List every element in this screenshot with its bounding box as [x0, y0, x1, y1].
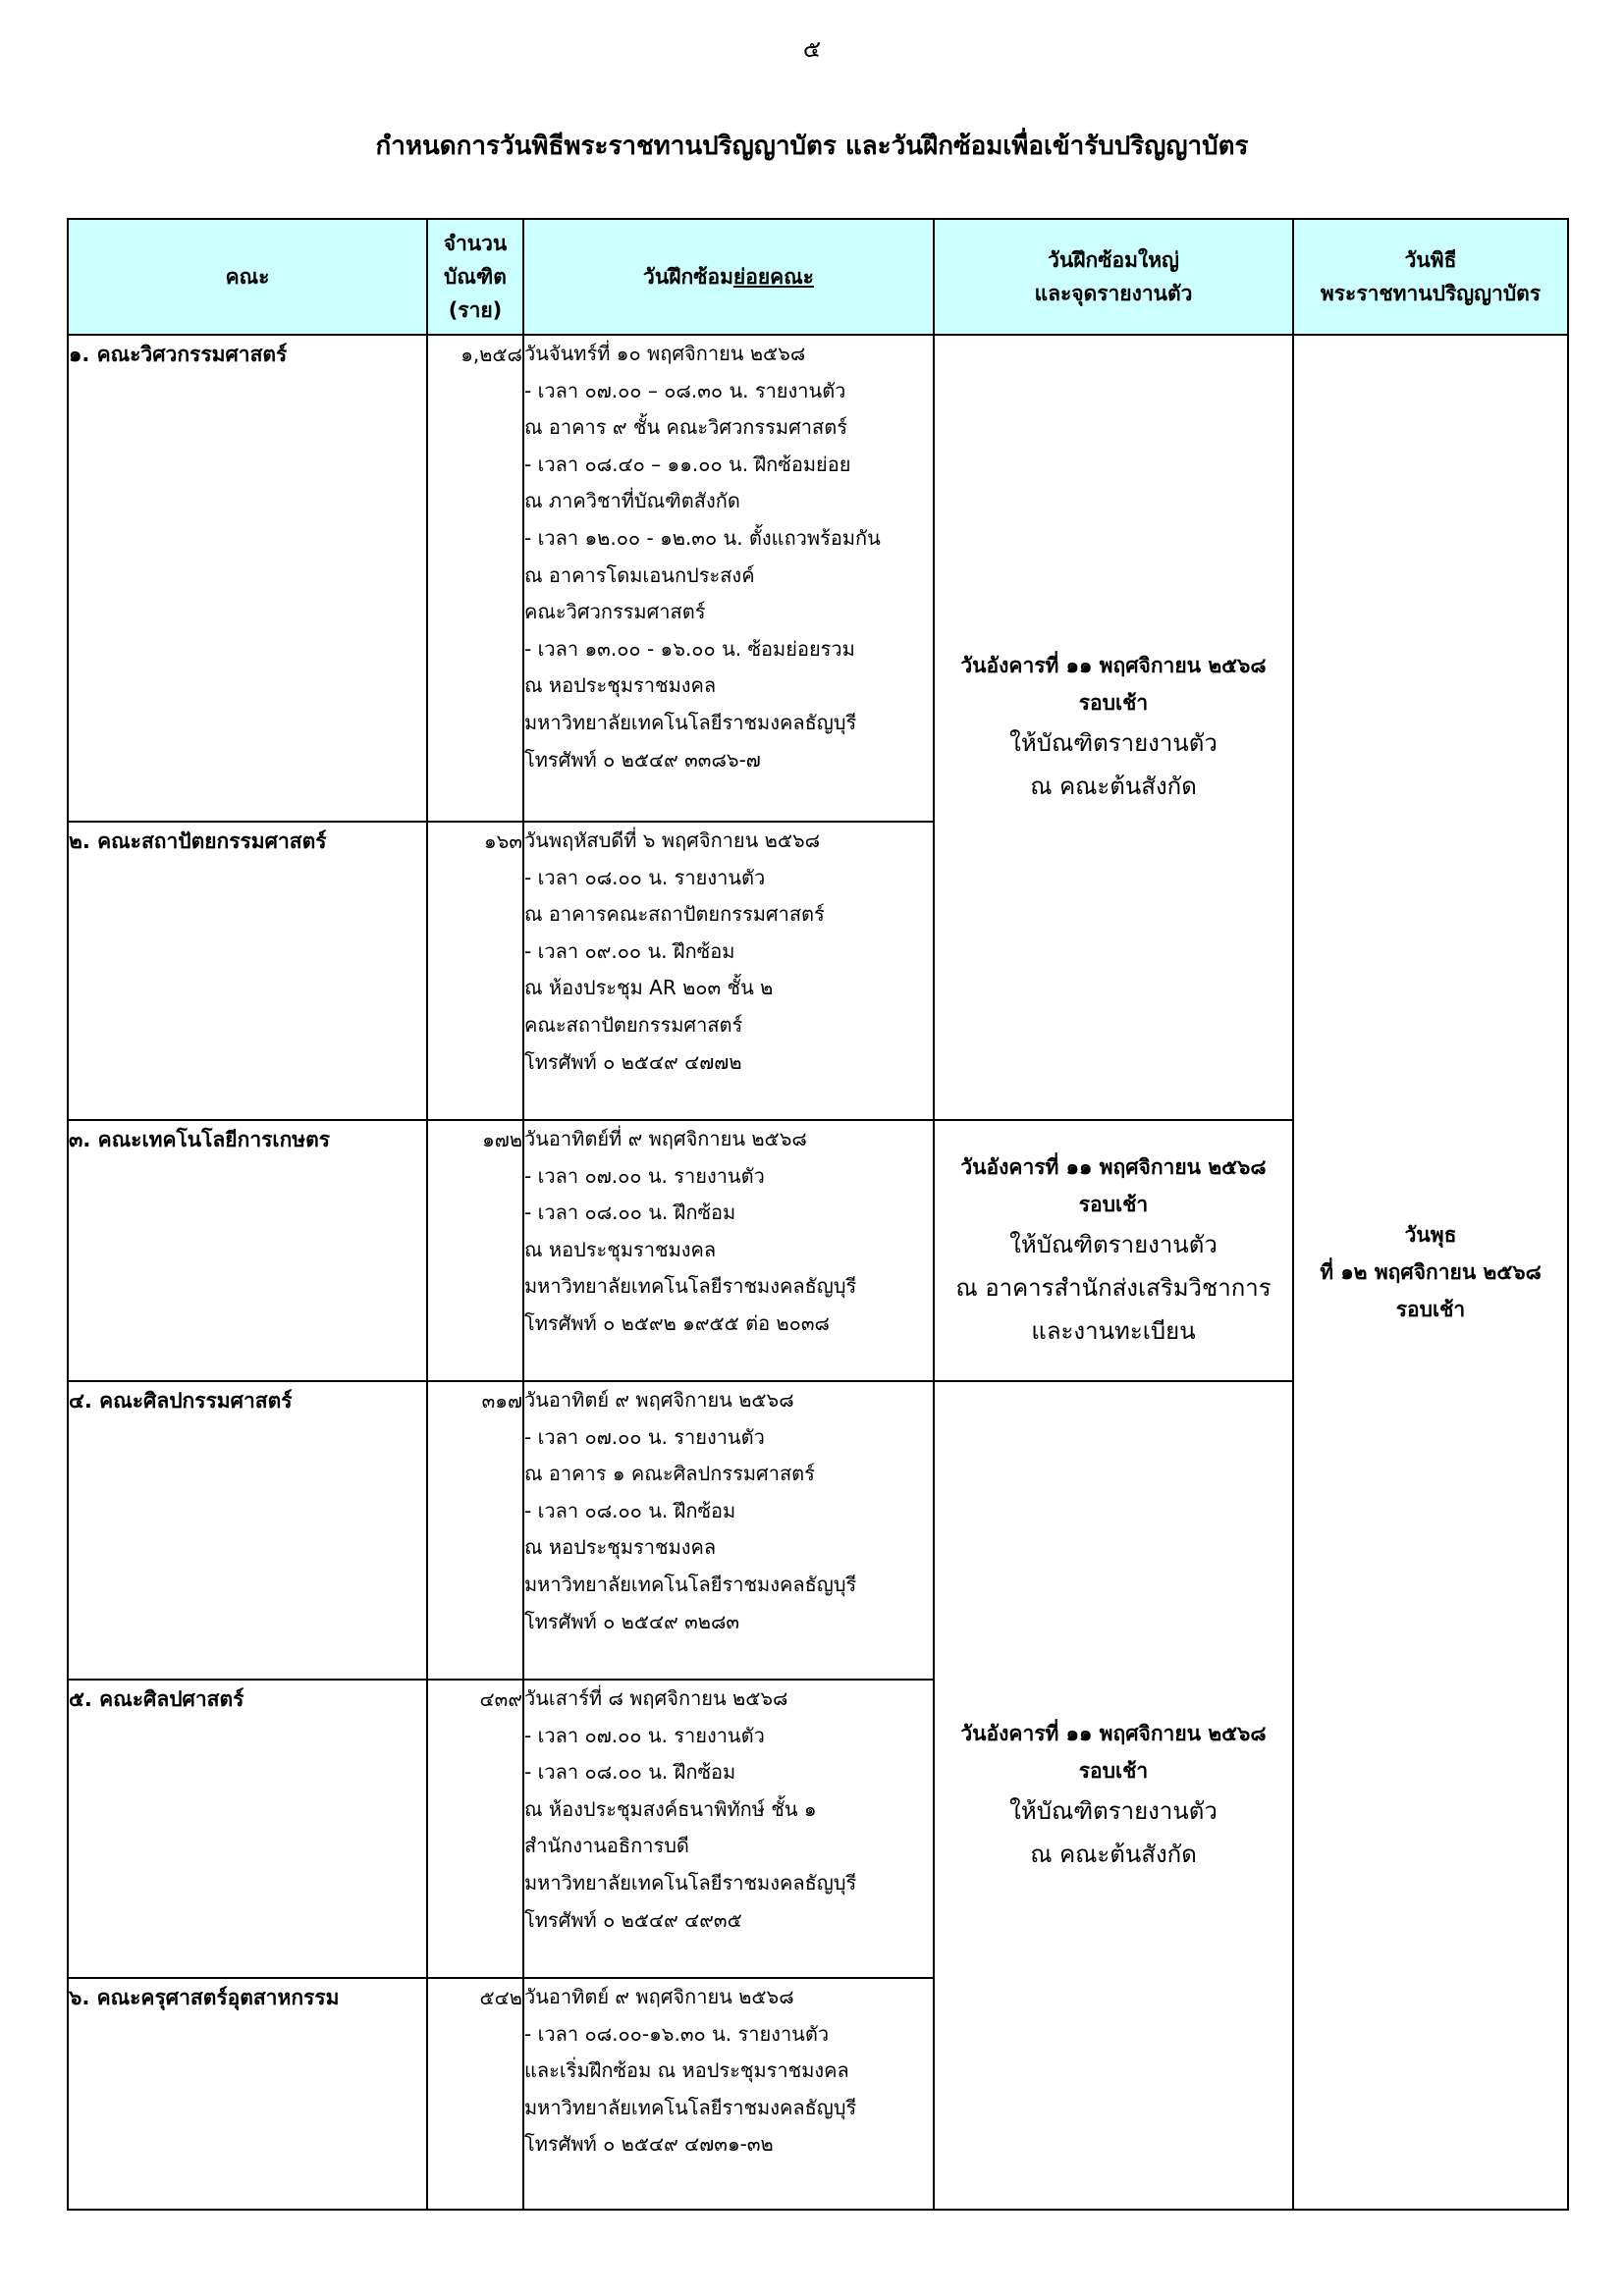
sub-rehearsal-details [523, 1381, 934, 1680]
main-rehearsal-date: วันอังคารที่ ๑๑ พฤศจิกายน ๒๕๖๘ [960, 1155, 1267, 1179]
header-count-line: (ราย) [448, 298, 503, 322]
main-rehearsal-round: รอบเช้า [1078, 1193, 1149, 1216]
graduate-count: ๑๗๒ [427, 1120, 523, 1381]
sub-detail-line: ณ ห้องประชุม AR ๒๐๓ ชั้น ๒ [524, 976, 774, 1000]
sub-detail-line: คณะสถาปัตยกรรมศาสตร์ [524, 1012, 743, 1037]
sub-detail-line: ณ อาคาร ๙ ชั้น คณะวิศวกรรมศาสตร์ [524, 415, 847, 440]
header-sub-rehearsal [523, 219, 934, 335]
sub-detail-line: วันพฤหัสบดีที่ ๖ พฤศจิกายน ๒๕๖๘ [524, 828, 821, 852]
sub-detail-line: มหาวิทยาลัยเทคโนโลยีราชมงคลธัญบุรี [524, 1870, 857, 1895]
main-rehearsal-note: และงานทะเบียน [1031, 1317, 1196, 1345]
header-sub-underlined: ย่อยคณะ [732, 265, 814, 289]
sub-detail-line: - เวลา ๐๙.๐๐ น. ฝึกซ้อม [524, 938, 735, 963]
sub-detail-line: โทรศัพท์ ๐ ๒๕๔๙ ๔๗๓๑-๓๒ [524, 2132, 774, 2157]
schedule-table [67, 218, 1569, 2211]
sub-detail-line: และเริ่มฝึกซ้อม ณ หอประชุมราชมงคล [524, 2058, 849, 2083]
sub-detail-line: วันจันทร์ที่ ๑๐ พฤศจิกายน ๒๕๖๘ [524, 342, 806, 365]
sub-detail-line: ณ หอประชุมราชมงคล [524, 673, 717, 698]
header-ceremony [1293, 219, 1568, 335]
sub-detail-line: - เวลา ๑๒.๐๐ - ๑๒.๓๐ น. ตั้งแถวพร้อมกัน [524, 525, 881, 550]
header-main-line: วันฝึกซ้อมใหญ่ [1048, 248, 1179, 272]
sub-detail-line: โทรศัพท์ ๐ ๒๕๔๙ ๓๓๘๖-๗ [524, 747, 761, 772]
faculty-name: ๑. คณะวิศวกรรมศาสตร์ [68, 335, 427, 822]
sub-detail-line: โทรศัพท์ ๐ ๒๕๙๒ ๑๙๕๕ ต่อ ๒๐๓๘ [524, 1310, 830, 1335]
graduate-count: ๔๓๙ [427, 1680, 523, 1978]
sub-detail-line: - เวลา ๐๘.๔๐ – ๑๑.๐๐ น. ฝึกซ้อมย่อย [524, 452, 851, 476]
sub-detail-line: - เวลา ๐๘.๐๐ น. ฝึกซ้อม [524, 1760, 736, 1785]
page-title: กำหนดการวันพิธีพระราชทานปริญญาบัตร และวันฝึกซ้อมเพื่อเข้ารับปริญญาบัตร [375, 132, 1249, 161]
sub-detail-line: ณ ภาควิชาที่บัณฑิตสังกัด [524, 489, 740, 513]
graduate-count: ๕๔๒ [427, 1978, 523, 2210]
ceremony-line: วันพุธ [1404, 1223, 1457, 1247]
graduate-count: ๓๑๗ [427, 1381, 523, 1680]
faculty-name: ๖. คณะครุศาสตร์อุตสาหกรรม [68, 1978, 427, 2210]
main-rehearsal-round: รอบเช้า [1078, 691, 1149, 715]
main-rehearsal-round: รอบเช้า [1078, 1759, 1149, 1783]
sub-detail-line: วันเสาร์ที่ ๘ พฤศจิกายน ๒๕๖๘ [524, 1686, 788, 1710]
sub-detail-line: - เวลา ๐๘.๐๐ น. ฝึกซ้อม [524, 1201, 736, 1225]
main-rehearsal-note: ณ คณะต้นสังกัด [1030, 773, 1197, 800]
main-rehearsal-note: ให้บัณฑิตรายงานตัว [1009, 1231, 1218, 1258]
faculty-name: ๕. คณะศิลปศาสตร์ [68, 1680, 427, 1978]
page-number: ๕ [802, 35, 822, 63]
header-main-rehearsal [934, 219, 1293, 335]
sub-detail-line: วันอาทิตย์ ๙ พฤศจิกายน ๒๕๖๘ [524, 1388, 794, 1412]
main-rehearsal-note: ให้บัณฑิตรายงานตัว [1009, 1797, 1218, 1825]
faculty-name: ๔. คณะศิลปกรรมศาสตร์ [68, 1381, 427, 1680]
header-sub-prefix: วันฝึกซ้อม [643, 265, 733, 289]
sub-detail-line: มหาวิทยาลัยเทคโนโลยีราชมงคลธัญบุรี [524, 2095, 857, 2119]
ceremony-line: รอบเช้า [1395, 1298, 1466, 1321]
header-faculty: คณะ [68, 219, 427, 335]
sub-detail-line: ณ อาคารคณะสถาปัตยกรรมศาสตร์ [524, 902, 825, 927]
main-rehearsal-note: ให้บัณฑิตรายงานตัว [1009, 729, 1218, 757]
sub-detail-line: มหาวิทยาลัยเทคโนโลยีราชมงคลธัญบุรี [524, 1274, 857, 1299]
header-ceremony-line: วันพิธี [1404, 248, 1457, 272]
header-ceremony-line: พระราชทานปริญญาบัตร [1320, 282, 1542, 305]
sub-rehearsal-details [523, 1120, 934, 1381]
sub-detail-line: โทรศัพท์ ๐ ๒๕๔๙ ๔๙๓๕ [524, 1907, 742, 1932]
main-rehearsal-cell [934, 335, 1293, 1120]
main-rehearsal-note: ณ คณะต้นสังกัด [1030, 1841, 1197, 1868]
table-row [68, 335, 1568, 822]
ceremony-cell [1293, 335, 1568, 2210]
sub-detail-line: มหาวิทยาลัยเทคโนโลยีราชมงคลธัญบุรี [524, 1572, 857, 1596]
sub-detail-line: สำนักงานอธิการบดี [524, 1834, 689, 1858]
sub-detail-line: - เวลา ๐๘.๐๐ น. ฝึกซ้อม [524, 1498, 736, 1522]
table-header-row [68, 219, 1568, 335]
ceremony-line: ที่ ๑๒ พฤศจิกายน ๒๕๖๘ [1320, 1260, 1542, 1284]
sub-detail-line: ณ หอประชุมราชมงคล [524, 1237, 717, 1261]
sub-detail-line: โทรศัพท์ ๐ ๒๕๔๙ ๔๗๗๒ [524, 1049, 742, 1074]
sub-rehearsal-details [523, 822, 934, 1120]
faculty-name: ๒. คณะสถาปัตยกรรมศาสตร์ [68, 822, 427, 1120]
sub-detail-line: - เวลา ๐๗.๐๐ น. รายงานตัว [524, 1424, 765, 1449]
sub-detail-line: - เวลา ๑๓.๐๐ - ๑๖.๐๐ น. ซ้อมย่อยรวม [524, 636, 855, 661]
sub-detail-line: ณ อาคารโดมเอนกประสงค์ [524, 562, 755, 587]
sub-detail-line: - เวลา ๐๗.๐๐ น. รายงานตัว [524, 1163, 765, 1188]
header-main-line: และจุดรายงานตัว [1034, 282, 1193, 305]
sub-detail-line: วันอาทิตย์ที่ ๙ พฤศจิกายน ๒๕๖๘ [524, 1127, 807, 1150]
main-rehearsal-date: วันอังคารที่ ๑๑ พฤศจิกายน ๒๕๖๘ [960, 654, 1267, 677]
main-rehearsal-date: วันอังคารที่ ๑๑ พฤศจิกายน ๒๕๖๘ [960, 1722, 1267, 1745]
sub-detail-line: โทรศัพท์ ๐ ๒๕๔๙ ๓๒๘๓ [524, 1609, 740, 1633]
sub-rehearsal-details [523, 1680, 934, 1978]
header-count-line: จำนวน [443, 232, 508, 255]
sub-detail-line: - เวลา ๐๗.๐๐ – ๐๘.๓๐ น. รายงานตัว [524, 378, 846, 402]
sub-detail-line: - เวลา ๐๘.๐๐-๑๖.๓๐ น. รายงานตัว [524, 2021, 830, 2046]
sub-detail-line: คณะวิศวกรรมศาสตร์ [524, 600, 706, 624]
sub-rehearsal-details [523, 335, 934, 822]
sub-detail-line: - เวลา ๐๘.๐๐ น. รายงานตัว [524, 865, 766, 889]
graduate-count: ๑๖๓ [427, 822, 523, 1120]
main-rehearsal-cell [934, 1120, 1293, 1381]
graduate-count: ๑,๒๕๘ [427, 335, 523, 822]
sub-detail-line: ณ หอประชุมราชมงคล [524, 1535, 717, 1560]
main-rehearsal-cell [934, 1381, 1293, 2210]
faculty-name: ๓. คณะเทคโนโลยีการเกษตร [68, 1120, 427, 1381]
sub-detail-line: ณ อาคาร ๑ คณะศิลปกรรมศาสตร์ [524, 1462, 815, 1486]
sub-detail-line: มหาวิทยาลัยเทคโนโลยีราชมงคลธัญบุรี [524, 710, 857, 734]
header-graduate-count [427, 219, 523, 335]
sub-rehearsal-details [523, 1978, 934, 2210]
sub-detail-line: ณ ห้องประชุมสงค์ธนาพิทักษ์ ชั้น ๑ [524, 1796, 817, 1821]
header-count-line: บัณฑิต [444, 265, 507, 289]
sub-detail-line: วันอาทิตย์ ๙ พฤศจิกายน ๒๕๖๘ [524, 1985, 794, 2008]
sub-detail-line: - เวลา ๐๗.๐๐ น. รายงานตัว [524, 1723, 765, 1747]
main-rehearsal-note: ณ อาคารสำนักส่งเสริมวิชาการ [955, 1274, 1272, 1302]
